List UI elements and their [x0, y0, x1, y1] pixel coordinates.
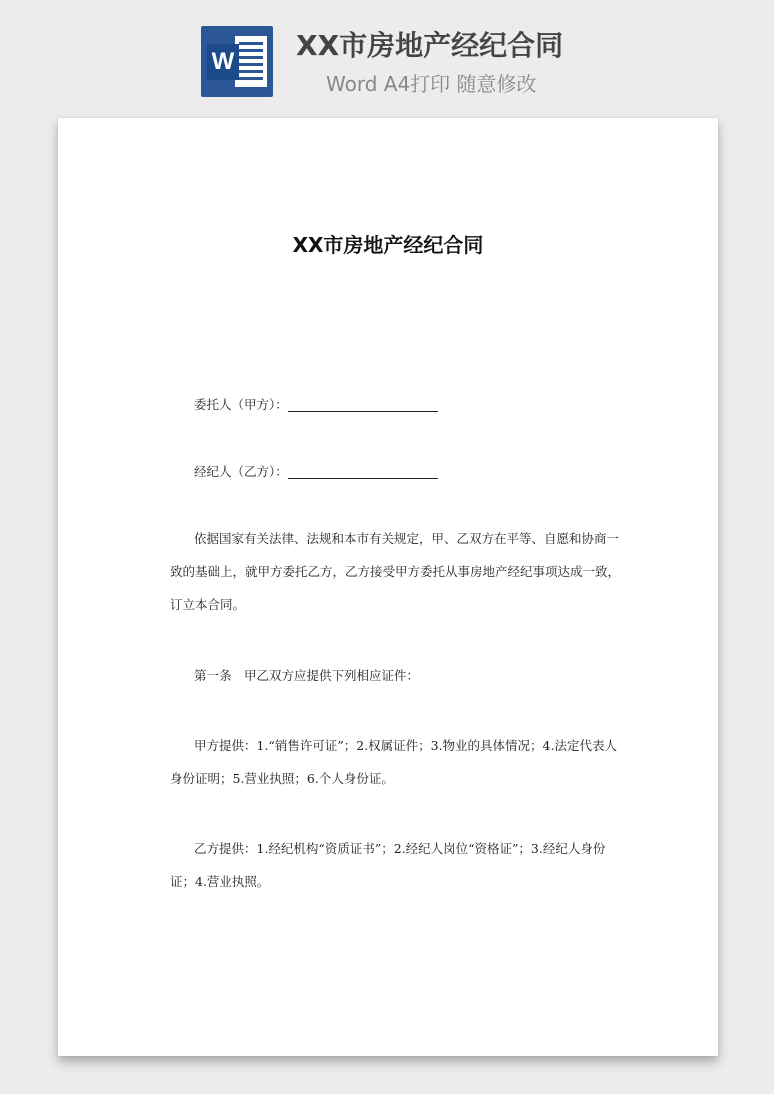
header: [0, 0, 774, 118]
intro-line: 依据国家有关法律、法规和本市有关规定，甲、乙双方在平等、自愿和协商一: [194, 531, 620, 546]
word-icon-line: [239, 70, 263, 73]
party-b-documents: [170, 832, 610, 898]
client-label: 委托人（甲方）：: [194, 397, 288, 412]
agent-line: [170, 455, 610, 488]
agent-blank[interactable]: [288, 464, 438, 479]
header-subtitle: Word A4打印 随意修改: [326, 72, 537, 96]
word-icon-line: [239, 49, 263, 52]
article-1-heading: 第一条 甲乙双方应提供下列相应证件：: [194, 668, 420, 683]
party-a-line: 甲方提供：1.“销售许可证”；2.权属证件；3.物业的具体情况；4.法定代表人: [194, 738, 617, 753]
party-a-documents: [170, 729, 617, 795]
client-line: [170, 388, 610, 421]
document-page: [58, 118, 718, 1056]
word-icon-line: [239, 56, 263, 59]
intro-line: 致的基础上，就甲方委托乙方，乙方接受甲方委托从事房地产经纪事项达成一致，: [170, 564, 621, 579]
word-icon-line: [239, 77, 263, 80]
intro-line: 订立本合同。: [170, 597, 246, 612]
party-a-line: 身份证明；5.营业执照；6.个人身份证。: [170, 771, 394, 786]
party-b-line: 乙方提供：1.经纪机构“资质证书”；2.经纪人岗位“资格证”；3.经纪人身份: [194, 841, 606, 856]
word-icon: [201, 26, 273, 97]
agent-label: 经纪人（乙方）：: [194, 464, 288, 479]
document-title: XX市房地产经纪合同: [292, 233, 484, 257]
header-title: XX市房地产经纪合同: [296, 29, 564, 62]
intro-paragraph: [170, 522, 621, 621]
word-icon-letter: W: [207, 44, 239, 80]
party-b-line: 证；4.营业执照。: [170, 874, 270, 889]
word-icon-line: [239, 42, 263, 45]
article-1: [170, 659, 610, 692]
client-blank[interactable]: [288, 397, 438, 412]
word-icon-line: [239, 63, 263, 66]
